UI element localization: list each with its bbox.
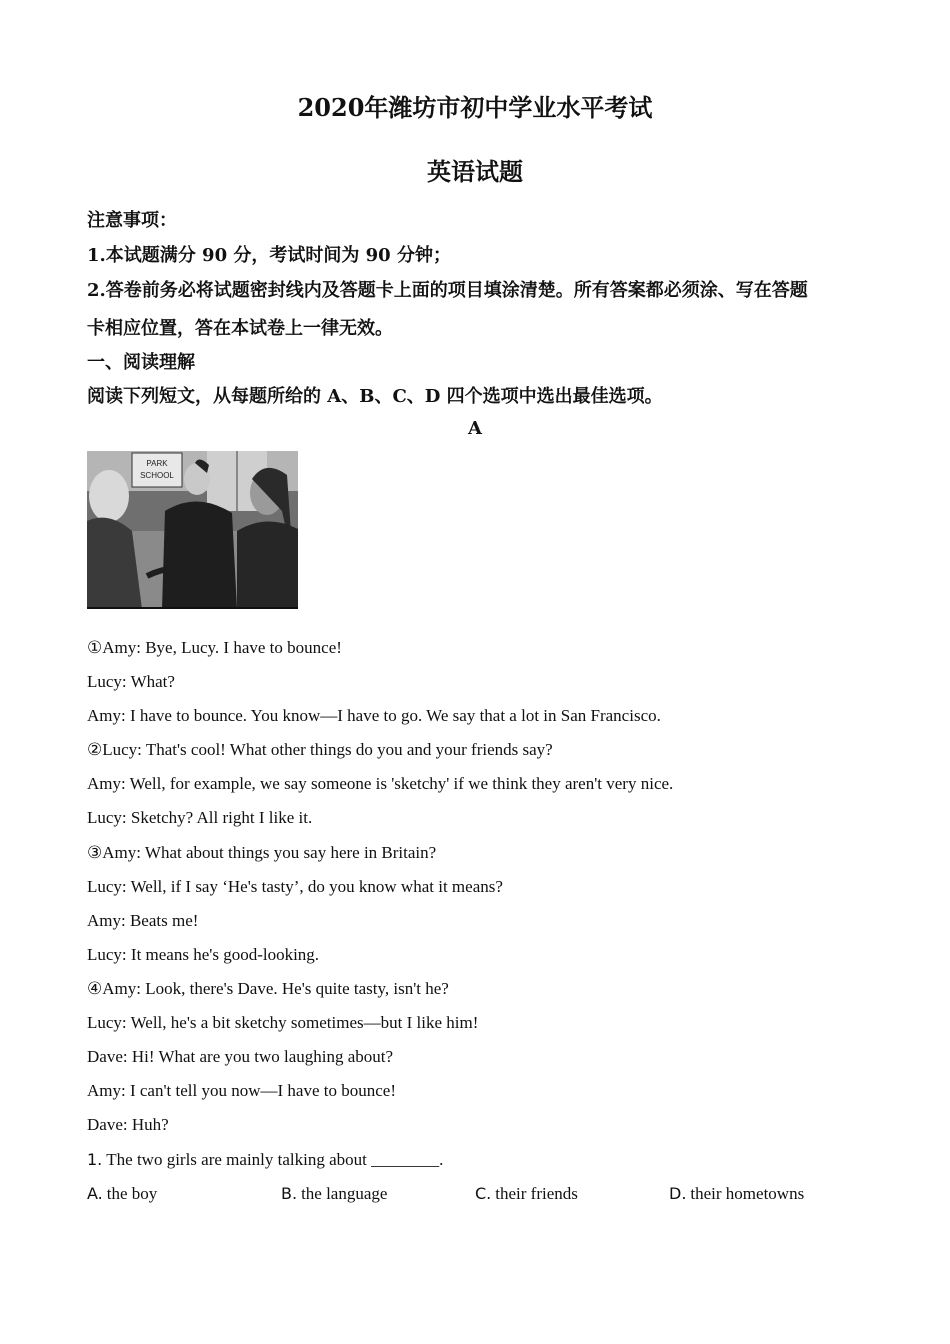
passage-label: A [468,418,482,439]
passage-photo [87,451,298,609]
dialogue-line: Dave: Huh? [87,1115,169,1134]
option-b[interactable] [281,1184,387,1204]
question-number: 1. [87,1150,103,1169]
option-a[interactable] [87,1184,157,1204]
option-text: their friends [495,1184,578,1203]
notice-item-2-line-2: 卡相应位置，答在本试卷上一律无效。 [87,318,393,339]
notice-item-1: 1.本试题满分 90 分，考试时间为 90 分钟； [87,245,451,266]
sign-line-2: SCHOOL [140,471,174,480]
option-letter: C. [475,1184,492,1203]
dialogue-line: Amy: Beats me! [87,911,199,930]
option-text: the boy [106,1184,158,1203]
option-c[interactable] [475,1184,578,1204]
dialogue-line: Lucy: Well, if I say ‘He's tasty’, do you know what it means? [87,877,503,896]
dialogue-line: Lucy: Sketchy? All right I like it. [87,808,313,827]
option-d[interactable] [669,1184,804,1204]
dialogue-line: Amy: I have to bounce. You know—I have to go. We say that a lot in San Francisco. [87,706,661,725]
dialogue-line: Lucy: Well, he's a bit sketchy sometimes—but I like him! [87,1013,479,1032]
dialogue-line: Lucy: It means he's good-looking. [87,945,320,964]
dialogue-line: Lucy: What? [87,672,175,691]
notice-item-2-line-1: 2.答卷前务必将试题密封线内及答题卡上面的项目填涂清楚。所有答案都必须涂、写在答题 [87,280,808,301]
dialogue-line: Dave: Hi! What are you two laughing about? [87,1047,394,1066]
section-instruction: 阅读下列短文，从每题所给的 A、B、C、D 四个选项中选出最佳选项。 [87,386,663,407]
question-1 [87,1150,443,1170]
dialogue-line: ①Amy: Bye, Lucy. I have to bounce! [87,638,342,657]
question-text: The two girls are mainly talking about ________. [106,1150,444,1169]
option-letter: D. [669,1184,687,1203]
dialogue-line: ②Lucy: That's cool! What other things do you and your friends say? [87,740,553,759]
option-text: the language [301,1184,388,1203]
dialogue-line: Amy: I can't tell you now—I have to bounce! [87,1081,396,1100]
sign-line-1: PARK [146,459,168,468]
dialogue-line: ③Amy: What about things you say here in Britain? [87,843,437,862]
notice-heading: 注意事项： [87,210,177,231]
page-title: 2020年潍坊市初中学业水平考试 [297,93,653,122]
page-subtitle: 英语试题 [427,157,523,186]
option-text: their hometowns [690,1184,805,1203]
option-letter: A. [87,1184,103,1203]
section-heading: 一、阅读理解 [87,352,195,373]
option-letter: B. [281,1184,298,1203]
dialogue-line: ④Amy: Look, there's Dave. He's quite tasty, isn't he? [87,979,449,998]
dialogue-line: Amy: Well, for example, we say someone is 'sketchy' if we think they aren't very nice. [87,774,674,793]
